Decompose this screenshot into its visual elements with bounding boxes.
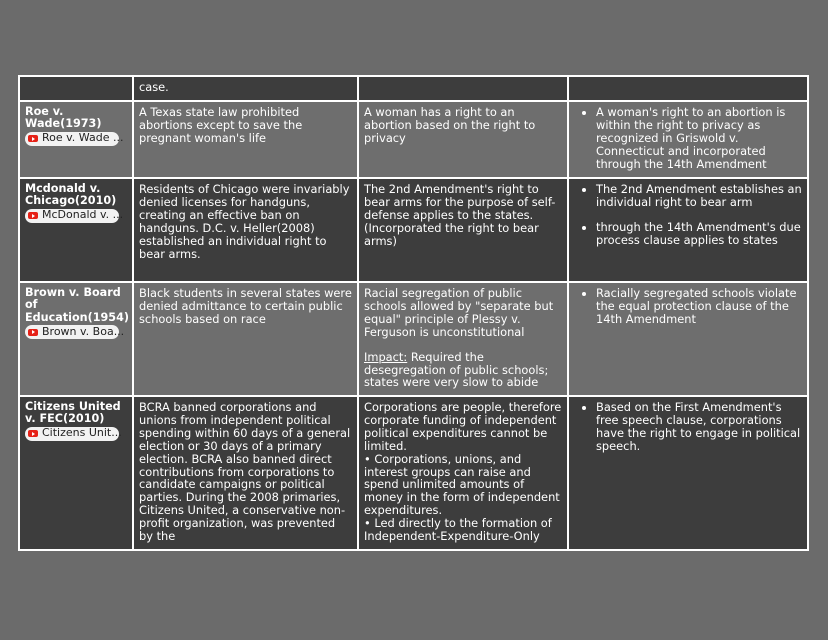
facts-cell: Residents of Chicago were invariably denied licenses for handguns, creating an effective ban on handguns. D.C. v. Heller(2008) established an individual right to bear arms. (134, 179, 359, 283)
video-chip-label: Brown v. Boa... (42, 324, 125, 338)
header-cell-3 (359, 77, 569, 102)
impact-label: Impact: (364, 349, 408, 364)
holding-cell (359, 397, 569, 549)
header-cell-4 (569, 77, 807, 102)
holding-text: Racial segregation of public schools allowed by "separate but equal" principle of Plessy v. Ferguson is unconstitutional (364, 286, 554, 339)
cases-table (18, 75, 809, 551)
video-chip-label: Roe v. Wade ... (42, 131, 124, 145)
youtube-icon (28, 329, 38, 336)
holding-bullet: • Corporations, unions, and interest groups can raise and spend unlimited amounts of money in the form of independent expenditures. (364, 453, 562, 518)
list-item: • The 2nd Amendment establishes an individual right to bear arm (596, 183, 802, 209)
case-cell-citizens-united (20, 397, 134, 549)
impact-body: Required the desegregation of public schools; states were very slow to abide (364, 349, 549, 390)
holding-bullet: • Led directly to the formation of Independent-Expenditure-Only (364, 517, 562, 543)
case-name: Brown v. Board of Education(1954) (25, 286, 129, 324)
youtube-icon (28, 135, 38, 142)
header-cell-1 (20, 77, 134, 102)
case-name: Roe v. Wade(1973) (25, 105, 102, 131)
video-chip[interactable] (25, 426, 122, 441)
significance-cell (569, 397, 807, 549)
video-chip-label: Citizens Unit... (42, 426, 122, 440)
significance-list (574, 106, 802, 171)
significance-cell (569, 283, 807, 397)
case-name: Mcdonald v. Chicago(2010) (25, 182, 117, 208)
significance-cell (569, 179, 807, 283)
facts-cell: Black students in several states were denied admittance to certain public schools based on race (134, 283, 359, 397)
significance-list (574, 401, 802, 453)
significance-list (574, 287, 802, 326)
holding-text: Corporations are people, therefore corporate funding of independent political expenditures cannot be limited. (364, 400, 562, 453)
list-item: • Based on the First Amendment's free speech clause, corporations have the right to engage in political speech. (596, 401, 802, 453)
case-cell-brown (20, 283, 134, 397)
significance-cell (569, 102, 807, 179)
youtube-icon (28, 212, 38, 219)
holding-cell: The 2nd Amendment's right to bear arms for the purpose of self-defense applies to the states. (Incorporated the right to bear arms) (359, 179, 569, 283)
impact-text (364, 351, 562, 390)
facts-cell: A Texas state law prohibited abortions except to save the pregnant woman's life (134, 102, 359, 179)
holding-cell: A woman has a right to an abortion based on the right to privacy (359, 102, 569, 179)
case-cell-mcdonald (20, 179, 134, 283)
list-item: • through the 14th Amendment's due process clause applies to states (596, 221, 802, 247)
significance-list (574, 183, 802, 247)
video-chip[interactable] (25, 131, 124, 146)
case-name: Citizens United v. FEC(2010) (25, 400, 121, 426)
youtube-icon (28, 430, 38, 437)
list-item: • A woman's right to an abortion is within the right to privacy as recognized in Griswold v. Connecticut and incorporated through the 14th Amendment (596, 106, 802, 171)
video-chip-label: McDonald v. ... (42, 208, 124, 222)
holding-cell (359, 283, 569, 397)
case-cell-roe (20, 102, 134, 179)
video-chip[interactable] (25, 208, 124, 223)
header-cell-2: case. (134, 77, 359, 102)
list-item: • Racially segregated schools violate the equal protection clause of the 14th Amendment (596, 287, 802, 326)
facts-cell: BCRA banned corporations and unions from independent political spending within 60 days of a general election or 30 days of a primary election. BCRA also banned direct contributions from corporations to candidate campaigns or political parties. During the 2008 primaries, Citizens United, a conservative non-profit organization, was prevented by the (134, 397, 359, 549)
video-chip[interactable] (25, 324, 125, 339)
